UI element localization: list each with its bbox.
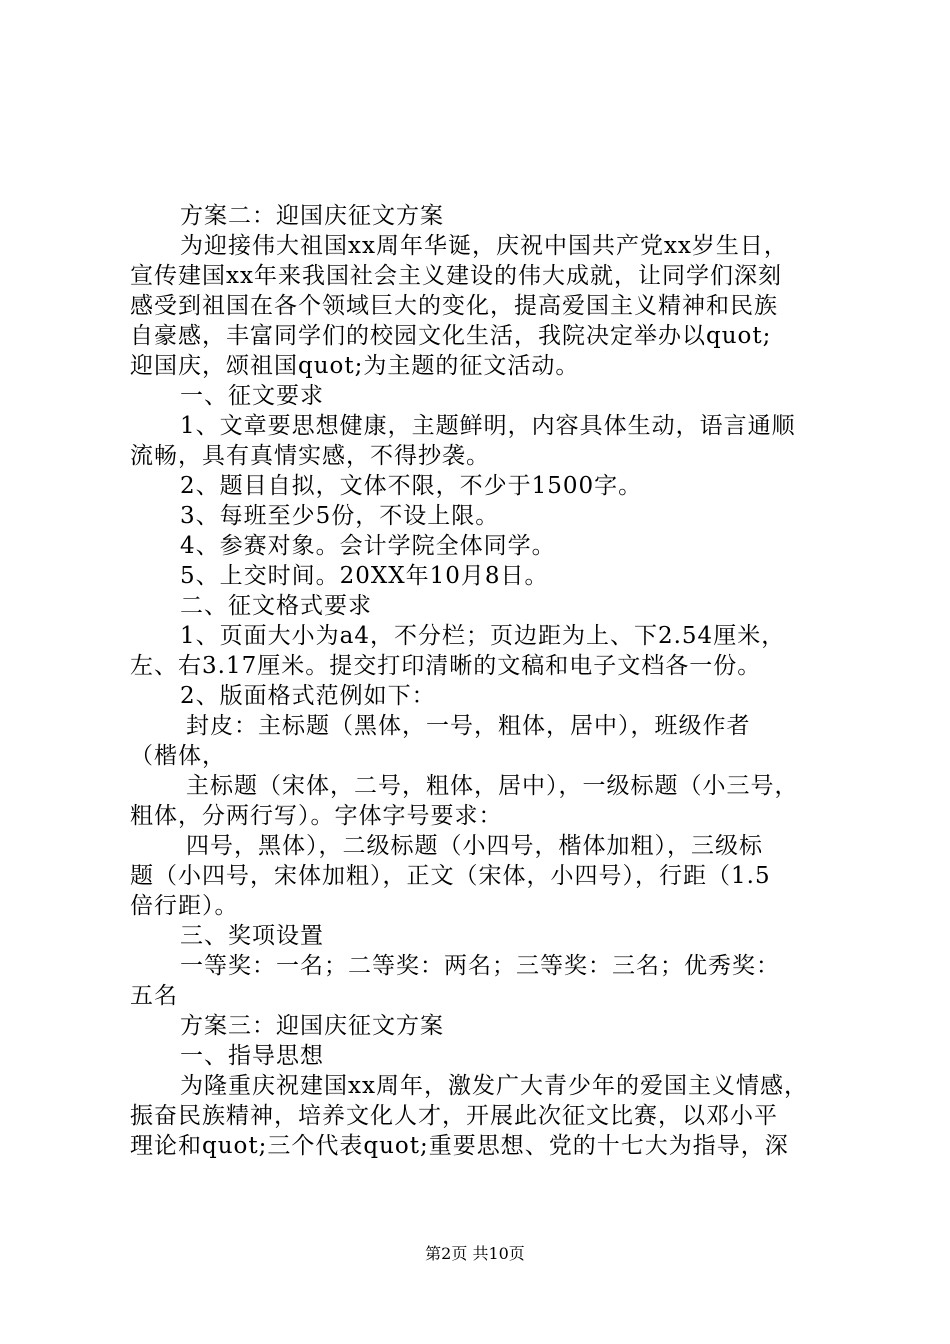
- text-line: 一等奖：一名；二等奖：两名；三等奖：三名；优秀奖：: [180, 953, 780, 979]
- text-line: 为迎接伟大祖国xx周年华诞，庆祝中国共产党xx岁生日，: [180, 233, 788, 259]
- text-line: 理论和quot;三个代表quot;重要思想、党的十七大为指导，深: [130, 1133, 789, 1159]
- text-line: 4、参赛对象。会计学院全体同学。: [180, 533, 556, 559]
- text-line: 感受到祖国在各个领域巨大的变化，提高爱国主义精神和民族: [130, 293, 778, 319]
- text-line: 方案三：迎国庆征文方案: [180, 1013, 444, 1039]
- text-line: 1、页面大小为a4，不分栏；页边距为上、下2.54厘米，: [180, 623, 786, 649]
- text-line: 振奋民族精神，培养文化人才，开展此次征文比赛，以邓小平: [130, 1103, 778, 1129]
- text-line: 2、版面格式范例如下：: [180, 683, 436, 709]
- text-line: 5、上交时间。20XX年10月8日。: [180, 563, 549, 589]
- text-line: 3、每班至少5份，不设上限。: [180, 503, 500, 529]
- text-line: 为隆重庆祝建国xx周年，激发广大青少年的爱国主义情感，: [180, 1073, 808, 1099]
- text-line: 粗体，分两行写）。字体字号要求：: [130, 803, 503, 829]
- text-line: （楷体，: [130, 743, 226, 769]
- text-line: 四号，黑体），二级标题（小四号，楷体加粗），三级标: [186, 833, 763, 859]
- text-line: 自豪感，丰富同学们的校园文化生活，我院决定举办以quot;: [130, 323, 772, 349]
- text-line: 题（小四号，宋体加粗），正文（宋体，小四号），行距（1.5: [130, 863, 771, 889]
- text-line: 方案二：迎国庆征文方案: [180, 203, 444, 229]
- text-line: 主标题（宋体，二号，粗体，居中），一级标题（小三号，: [186, 773, 799, 799]
- text-line: 宣传建国xx年来我国社会主义建设的伟大成就，让同学们深刻: [130, 263, 782, 289]
- text-line: 封皮：主标题（黑体，一号，粗体，居中），班级作者: [186, 713, 751, 739]
- text-line: 流畅，具有真情实感，不得抄袭。: [130, 443, 490, 469]
- text-line: 五名: [130, 983, 178, 1009]
- text-line: 一、征文要求: [180, 383, 324, 409]
- text-line: 1、文章要思想健康，主题鲜明，内容具体生动，语言通顺: [180, 413, 796, 439]
- document-body: [130, 201, 830, 1161]
- text-line: 倍行距）。: [130, 893, 239, 919]
- text-line: 二、征文格式要求: [180, 593, 372, 619]
- text-line: 三、奖项设置: [180, 923, 324, 949]
- text-line: 迎国庆，颂祖国quot;为主题的征文活动。: [130, 353, 580, 379]
- page-footer: 第2页 共10页: [425, 1244, 525, 1263]
- text-line: 2、题目自拟，文体不限，不少于1500字。: [180, 473, 643, 499]
- text-line: 左、右3.17厘米。提交打印清晰的文稿和电子文档各一份。: [130, 653, 762, 679]
- text-line: 一、指导思想: [180, 1043, 324, 1069]
